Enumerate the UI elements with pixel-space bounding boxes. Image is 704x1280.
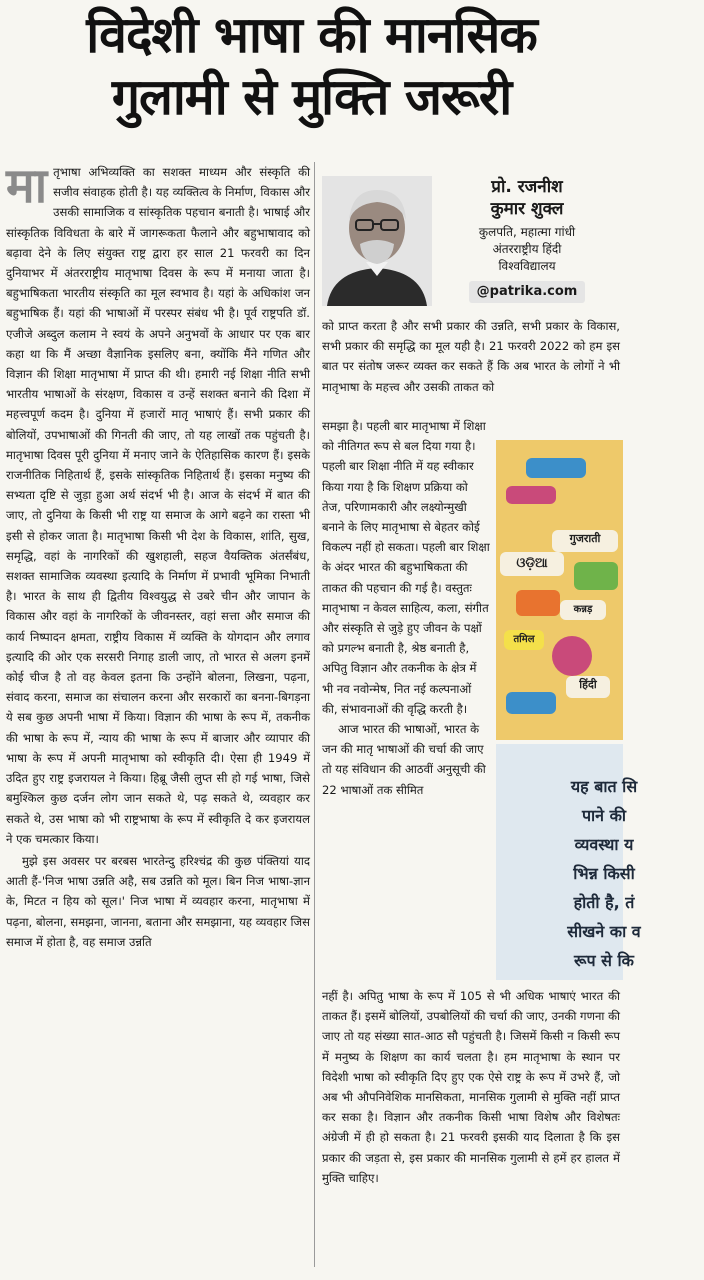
pull-quote-line: व्यवस्था य [574, 835, 634, 854]
author-portrait-icon [322, 176, 432, 306]
bubble-gujarati: गुजराती [552, 530, 618, 552]
article-paragraph-2: मुझे इस अवसर पर बरबस भारतेन्दु हरिश्चंद्र की कुछ पंक्तियां याद आती हैं-'निज भाषा उन्नति अहै, सब उन्नति को मूल। बिन निज भाषा-ज्ञान के, मिटत न हिय को सूल।' निज भाषा में व्यवहार करना, मातृभाषा में पढ़ना, बोलना, समझना, जानना, बताना और समझाना, यह व्यवहार जिस समाज में होता है, वह समाज उन्नति [6, 853, 310, 949]
article-right-bottom: नहीं है। अपितु भाषा के रूप में 105 से भी अधिक भाषाएं भारत की ताकत हैं। इसमें बोलियों, उपबोलियों की चर्चा की जाए, उनकी गणना की जाए तो यह संख्या सात-आठ सौ पहुंचती है। जिसमें किसी न किसी रूप में मनुष्य के शिक्षण का कार्य चलता है। हम मातृभाषा के स्थान पर विदेशी भाषा को स्वीकृति दिए हुए एक ऐसे राष्ट्र के रूप में उभरे हैं, जो अब भी औपनिवेशिक मानसिकता, मानसिक गुलामी से मुक्ति नहीं प्राप्त कर सका है। विज्ञान और तकनीक किसी भाषा विशेष और विशेषतः अंग्रेजी में ही हो सकता है। 21 फरवरी इसकी याद दिलाता है कि इस प्रकार की जड़ता से, इस प्रकार की मानसिक गुलामी से हमें हर हालत में मुक्ति चाहिए। [322, 989, 620, 1185]
article-paragraph-1 [6, 158, 310, 849]
pull-quote-line: सीखने का व [567, 922, 641, 941]
bubble-odia: ଓଡ଼ିଆ [500, 552, 564, 576]
pull-quote-line: होती है, तं [573, 893, 635, 912]
headline [0, 4, 623, 128]
author-role [436, 224, 618, 275]
headline-line-2: गुलामी से मुक्ति जरूरी [111, 68, 512, 126]
bubble-kannada: कन्नड़ [560, 600, 606, 620]
blank-bubble [526, 458, 586, 478]
author-role-line-3: विश्वविद्यालय [498, 259, 556, 273]
blank-bubble [506, 486, 556, 504]
pull-quote-line: पाने की [581, 806, 627, 825]
blank-bubble [574, 562, 618, 590]
pull-quote-line: भिन्न किसी [573, 864, 635, 883]
pull-quote-text [504, 772, 704, 975]
narrow-paragraph-2: आज भारत की भाषाओं, भारत के जन की मातृ भाषाओं की चर्चा की जाए तो यह संविधान की आठवीं अनुसूची की 22 भाषाओं तक सीमित [322, 722, 486, 797]
paragraph-1-text: तृभाषा अभिव्यक्ति का सशक्त माध्यम और संस्कृति की सजीव संवाहक होती है। यह व्यक्तित्व के निर्माण, विकास और उसकी सामाजिक व सांस्कृतिक पहचान बनाती है। भाषाई और सांस्कृतिक विविधता के बारे में जागरूकता फैलाने और बहुभाषावाद को बढ़ावा देने के लिए संयुक्त राष्ट्र द्वारा हर साल 21 फरवरी का दिन दुनियाभर में अंतरराष्ट्रीय मातृभाषा दिवस के रूप में मनाया जाता है। बहुभाषिकता भारतीय संस्कृति का मूल स्वभाव है। यहां के अधिकांश जन बहुभाषिक हैं। यहां की भाषाओं में परस्पर संबंध भी है। पूर्व राष्ट्रपति डॉ. एजीजे अब्दुल कलाम ने स्वयं के अपने अनुभवों के आधार पर एक बार कहा था कि मैं अच्छा वैज्ञानिक इसलिए बना, क्योंकि मैंने गणित और विज्ञान की शिक्षा मातृभाषा में प्राप्त की थी। हमारी नई शिक्षा नीति सभी भारतीय भाषाओं के संरक्षण, विकास व उन्हें सशक्त बनाने की दिशा में महत्त्वपूर्ण कदम है। दुनिया में हजारों मातृ भाषाएं हैं। सभी प्रकार की बोलियों, उपभाषाओं की गिनती की जाए, तो यह लाखों तक पहुंचती है। मातृभाषा दिवस पूरी दुनिया में मनाए जाने के ऐतिहासिक कारण हैं। इसके राजनीतिक निहितार्थ हैं, इसके सांस्कृतिक निहितार्थ हैं। इसका मनुष्य की सभ्यता दृष्टि से जुड़ा हुआ अर्थ संदर्भ भी है। आज के संदर्भ में बात की जाए, तो दुनिया के किसी भी राष्ट्र या समाज के आगे बढ़ने का रास्ता भी इसी से होकर जाता है। मातृभाषा किसी भी देश के विकास, शांति, सुख, समृद्धि, वहां के नागरिकों की खुशहाली, सहज वैयक्तिक अंतर्संबंध, सशक्त सामाजिक व्यवस्था इत्यादि के निर्माण में प्रभावी भूमिका निभाती है। भारत के साथ ही द्वितीय विश्वयुद्ध से उबरे चीन और जापान के विकास और वहां के नागरिकों के जीवनस्तर, वहां सत्ता और समाज की कार्य निष्पादन क्षमता, राष्ट्रीय विकास में व्यक्ति के योगदान और लगाव इत्यादि की ओर एक सरसरी निगाह डाली जाए, तो भारत से अलग इनमें कोई चीज है तो वह केवल इतना कि उन्होंने बोलना, लिखना, पढ़ना, संवाद करना, समाज का संचालन करना और सरकारों का बनना-बिगड़ना ये सब कुछ अपनी भाषा में किया। विज्ञान की भाषा के रूप में, तकनीक की भाषा के रूप में, न्याय की भाषा के रूप में बाजार और व्यापार की भाषा के रूप में अपनी मातृभाषा को स्वीकृति दी। ऐसा ही 1949 में उदित हुए राष्ट्र इजरायल ने किया। हिब्रू जैसी लुप्त सी हो गई भाषा, जिसे बमुश्किल कुछ दर्जन लोग जान सकते थे, पढ़ सकते थे, व्यवहार कर सकते थे, उस भाषा को भी राष्ट्रभाषा के रूप में स्वीकृति दे कर इजरायल ने एक चमत्कार किया। [6, 165, 310, 846]
bubble-tamil: तमिल [504, 630, 544, 650]
author-name [436, 176, 618, 220]
blank-bubble [552, 636, 592, 676]
pull-quote-line: यह बात सि [570, 777, 638, 796]
dropcap: मा [6, 158, 48, 214]
article-right-top: को प्राप्त करता है और सभी प्रकार की उन्नति, सभी प्रकार के विकास, सभी प्रकार की समृद्धि का मूल यही है। 21 फरवरी 2022 को हम इस बात पर संतोष जरूर व्यक्त कर सकते हैं कि अब भारत के लोगों ने भी मातृभाषा के महत्त्व और उसकी ताकत को [322, 319, 620, 394]
article-left-column [6, 158, 310, 954]
blank-bubble [506, 692, 556, 714]
author-role-line-2: अंतरराष्ट्रीय हिंदी [492, 242, 562, 256]
author-name-line-1: प्रो. रजनीश [491, 177, 563, 197]
patrika-handle-badge: @patrika.com [469, 281, 586, 303]
narrow-paragraph-1: समझा है। पहली बार मातृभाषा में शिक्षा को नीतिगत रूप से बल दिया गया है। पहली बार शिक्षा नीति में यह स्वीकार किया गया है कि शिक्षण प्रक्रिया को तेज, परिणामकारी और लक्ष्योन्मुखी बनाने के लिए मातृभाषा से बेहतर कोई विकल्प नहीं हो सकता। पहली बार शिक्षा के अंदर भारत की बहुभाषिकता की ताकत की पहचान की गई है। वस्तुतः मातृभाषा न केवल साहित्य, कला, संगीत और संस्कृति से जुड़े हुए जीवन के पक्षों को प्रगल्भ बनाती है, श्रेष्ठ बनाती है, अपितु विज्ञान और तकनीक के क्षेत्र में भी नव नवोन्मेष, नित नई कल्पनाओं की, संभावनाओं की वृद्धि करती है। [322, 419, 490, 716]
headline-line-1: विदेशी भाषा की मानसिक [86, 6, 537, 64]
article-right-narrow [322, 416, 490, 800]
author-name-line-2: कुमार शुक्ल [490, 199, 564, 219]
author-role-line-1: कुलपति, महात्मा गांधी [478, 225, 576, 239]
blank-bubble [516, 590, 560, 616]
pull-quote-line: रूप से कि [574, 951, 634, 970]
column-divider [314, 162, 315, 1267]
pull-quote [496, 744, 641, 980]
bubble-hindi: हिंदी [566, 676, 610, 698]
languages-illustration [496, 440, 623, 740]
author-photo [322, 176, 432, 306]
author-info [436, 176, 618, 303]
